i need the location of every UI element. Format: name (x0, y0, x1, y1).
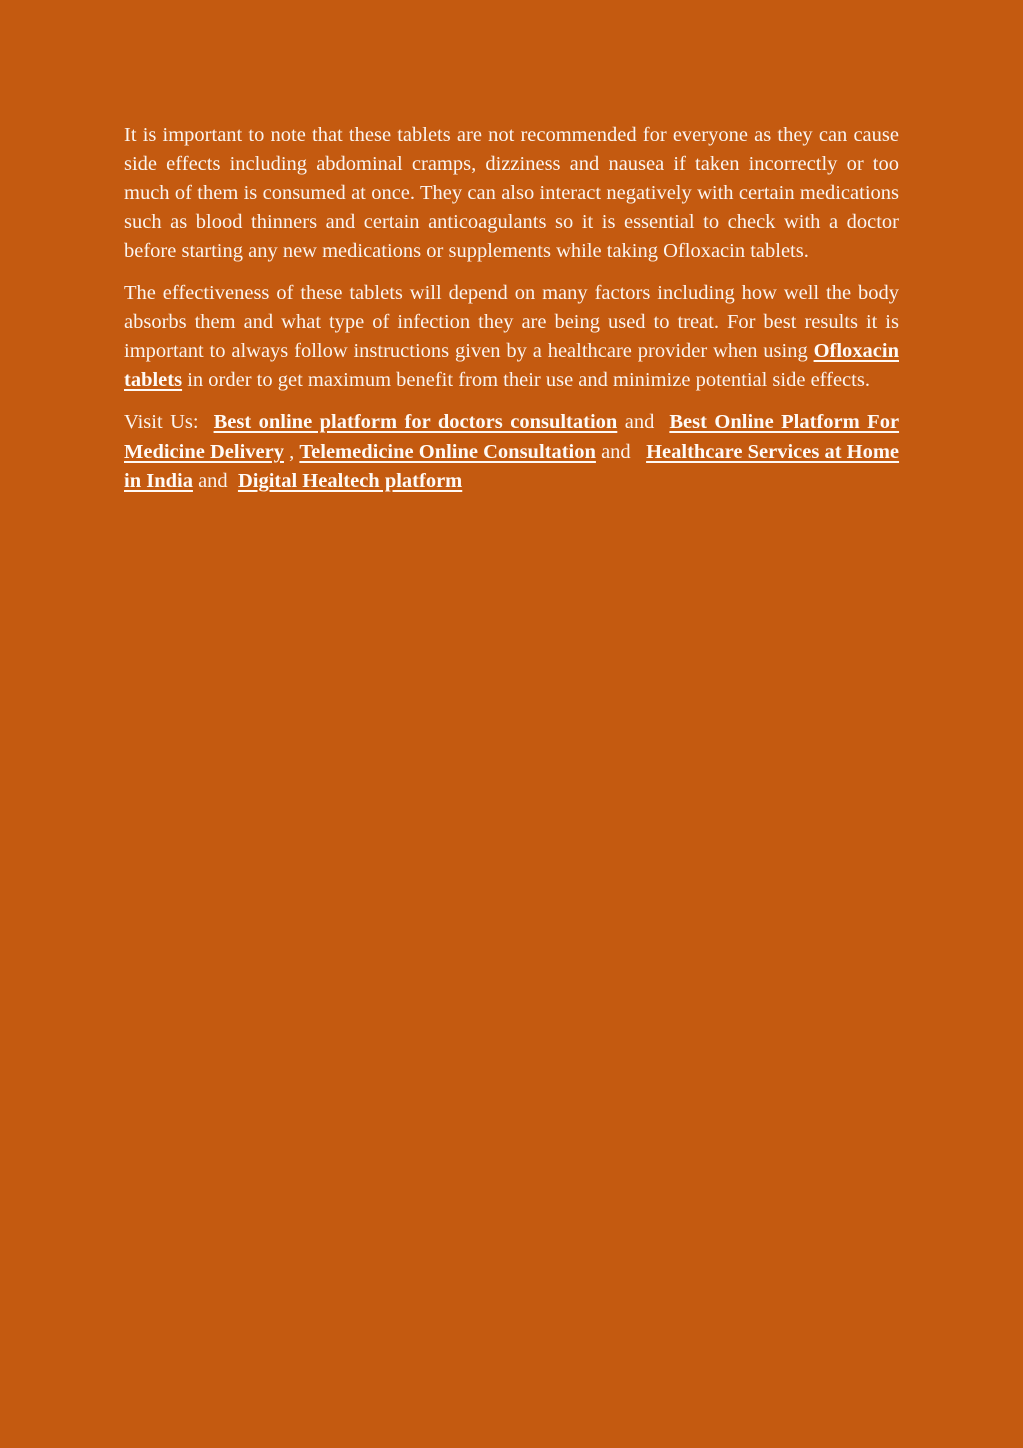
paragraph-effectiveness (124, 279, 899, 395)
telemedicine-consultation-link[interactable]: Telemedicine Online Consultation (299, 440, 596, 463)
document-body (124, 121, 899, 497)
paragraph-effectiveness-text-before: The effectiveness of these tablets will depend on many factors including how well the body absorbs them and what type of infection they are being used to treat. For best results it is important to always follow instructions given by a healthcare provider when using (124, 282, 899, 362)
separator-and-1: and (624, 411, 655, 433)
separator-and-3: and (198, 470, 228, 492)
medicine-delivery-link[interactable]: Best Online Platform For Medicine Delivery (124, 411, 900, 463)
ofloxacin-tablets-link[interactable]: Ofloxacin tablets (124, 340, 899, 391)
digital-healtech-link[interactable]: Digital Healtech platform (237, 470, 463, 492)
visit-us-paragraph (124, 408, 899, 497)
healthcare-services-home-link[interactable]: Healthcare Services at Home in India (124, 440, 900, 492)
paragraph-side-effects: It is important to note that these tablets are not recommended for everyone as they can cause side effects including abdominal cramps, dizziness and nausea if taken incorrectly or too much of them is consumed at once. They can also interact negatively with certain medications such as blood thinners and certain anticoagulants so it is essential to check with a doctor before starting any new medications or supplements while taking Ofloxacin tablets. (124, 124, 899, 262)
separator-comma: , (289, 440, 295, 463)
paragraph-effectiveness-text-after: in order to get maximum benefit from their use and minimize potential side effects. (182, 369, 870, 391)
visit-us-label: Visit Us: (124, 411, 199, 433)
separator-and-2: and (601, 440, 631, 463)
doctors-consultation-link[interactable]: Best online platform for doctors consultation (213, 411, 618, 433)
